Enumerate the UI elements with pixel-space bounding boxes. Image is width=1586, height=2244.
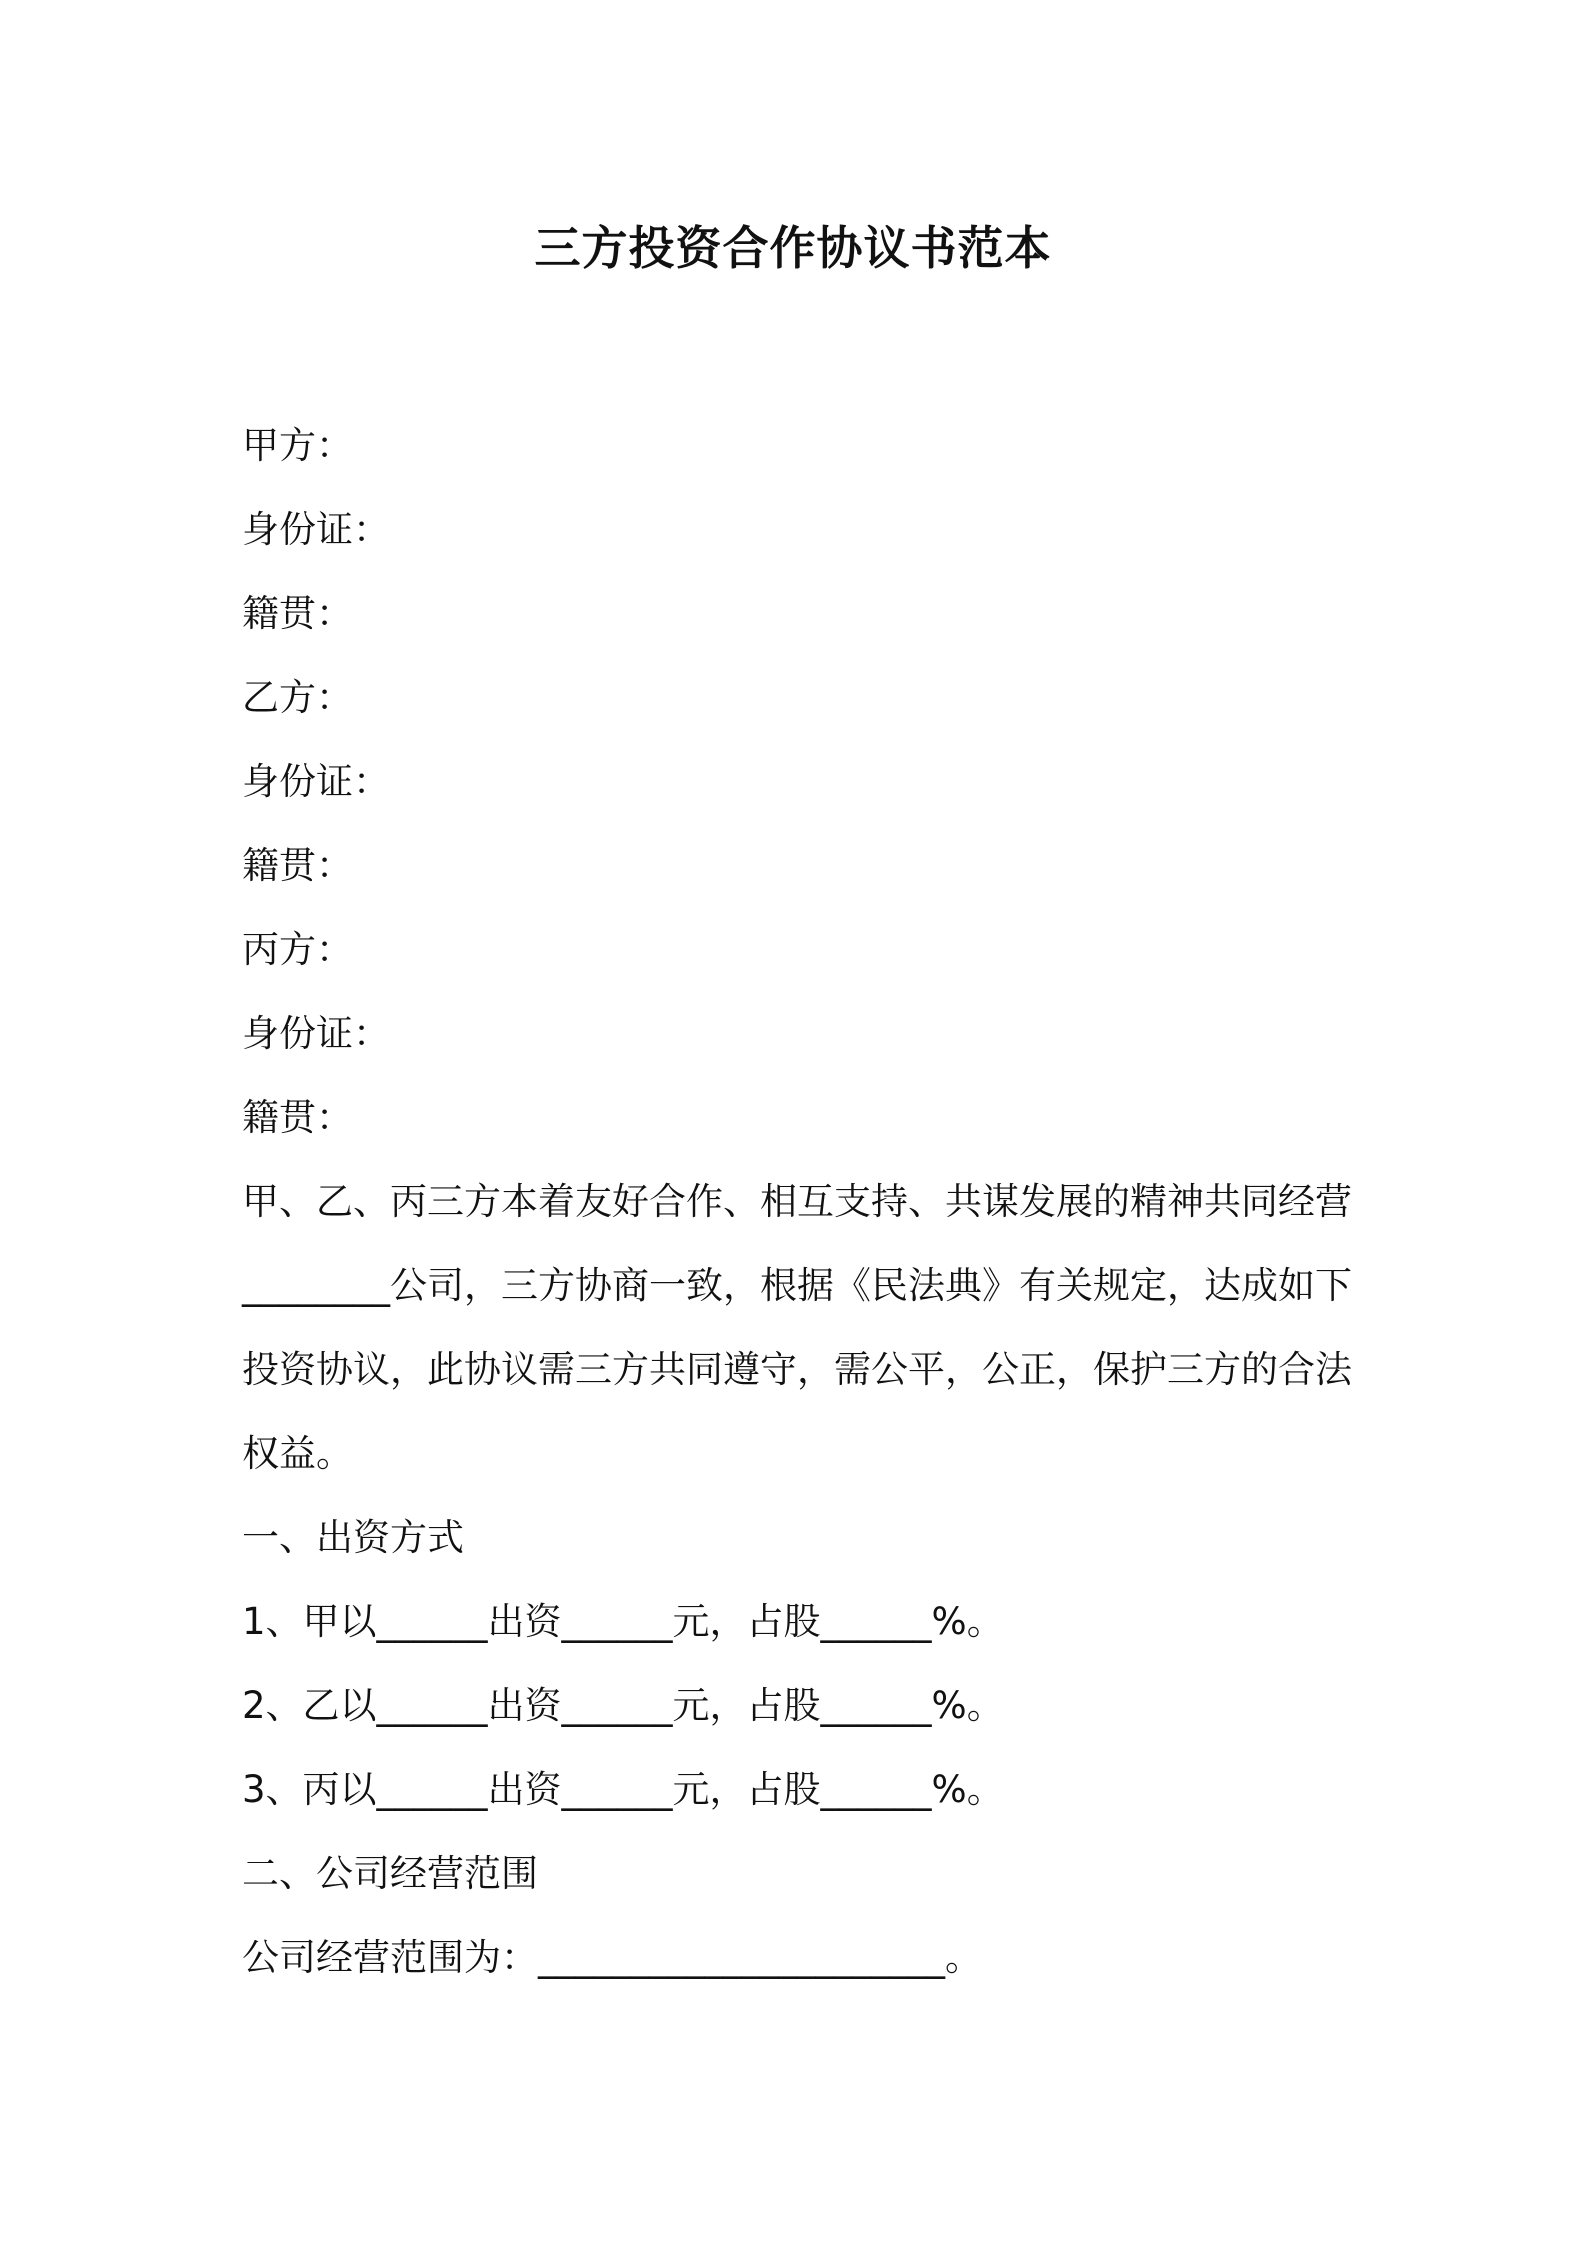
party-c-origin-label: 籍贯：: [242, 1096, 353, 1139]
section2-text: 公司经营范围为：______________________。: [242, 1936, 982, 1979]
section1-item-2: 2、乙以______出资______元，占股______%。: [242, 1684, 1004, 1727]
party-a-id-label: 身份证：: [242, 508, 390, 551]
section1-item-3: 3、丙以______出资______元，占股______%。: [242, 1768, 1004, 1811]
party-a-origin-label: 籍贯：: [242, 592, 353, 635]
party-b-id-label: 身份证：: [242, 760, 390, 803]
party-b-label: 乙方：: [242, 676, 353, 719]
document-body: [242, 404, 1362, 2000]
party-c-label: 丙方：: [242, 928, 353, 971]
section1-item-1: 1、甲以______出资______元，占股______%。: [242, 1600, 1004, 1643]
document-title: 三方投资合作协议书范本: [534, 221, 1052, 275]
section2-heading: 二、公司经营范围: [242, 1852, 538, 1895]
intro-paragraph: 甲、乙、丙三方本着友好合作、相互支持、共谋发展的精神共同经营________公司，三方协商一致，根据《民法典》有关规定，达成如下投资协议，此协议需三方共同遵守，需公平，公正，保护三方的合法权益。: [242, 1180, 1352, 1475]
section1-heading: 一、出资方式: [242, 1516, 464, 1559]
party-b-origin-label: 籍贯：: [242, 844, 353, 887]
party-a-label: 甲方：: [242, 424, 353, 467]
party-c-id-label: 身份证：: [242, 1012, 390, 1055]
